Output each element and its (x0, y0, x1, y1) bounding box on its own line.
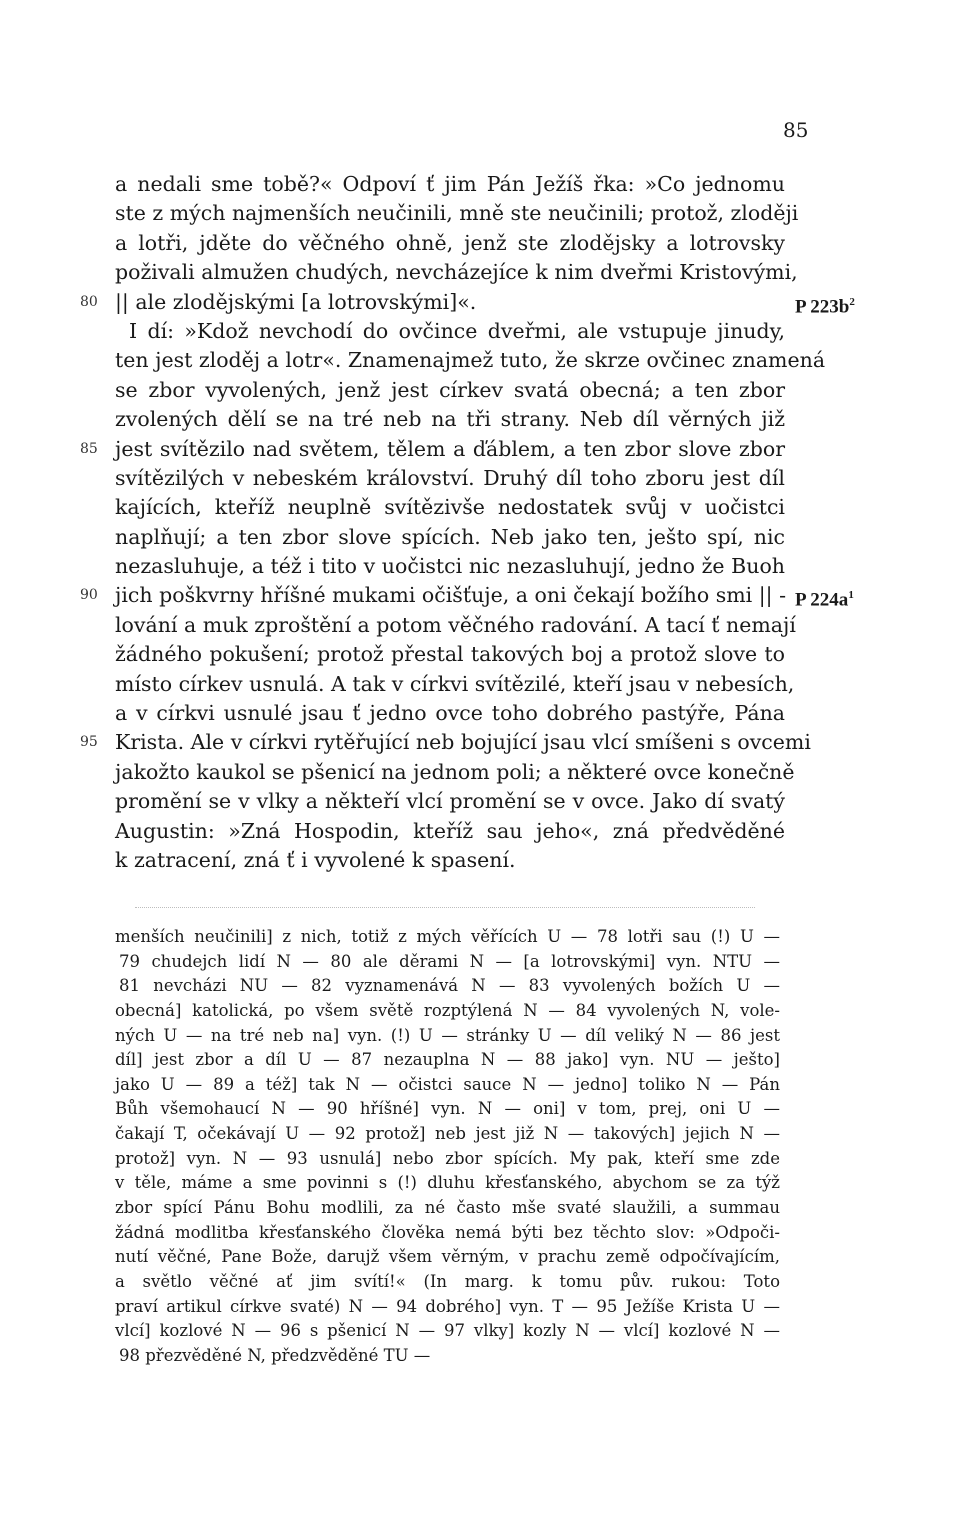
text-line: a nedali sme tobě?« Odpoví ť jim Pán Ježíš řka: »Co jednomu (115, 172, 785, 196)
note-line: Bůh všemohaucí N — 90 hříšné] vyn. N — oni] v tom, prej, oni U — (115, 1099, 780, 1119)
text-line: se zbor vyvolených, jenž jest církev svatá obecná; a ten zbor (115, 377, 785, 402)
note-line: nutí věčné, Pane Bože, darujž všem věrným, v prachu země odpočívajícím, (115, 1247, 780, 1267)
text-line: promění se v vlky a někteří vlcí promění se v ovce. Jako dí svatý (115, 789, 785, 814)
note-line: vlcí] kozlové N — 96 s pšenicí N — 97 vlky] kozly N — vlcí] kozlové N — (115, 1321, 780, 1341)
footnote-divider (135, 907, 755, 908)
margin-reference: P $223b^2$ (795, 295, 855, 317)
text-line: svítězilých v nebeském království. Druhý díl toho zboru jest díl (115, 465, 785, 490)
note-line: jako U — 89 a též] tak N — očistci sauce N — jedno] toliko N — Pán (115, 1074, 780, 1094)
note-line: 81 nevcházi NU — 82 vyznamenává N — 83 vyvolených božích U — (119, 976, 780, 996)
text-line: a lotři, jděte do věčného ohně, jenž ste zlodějsky a lotrovsky (115, 230, 785, 255)
note-line: žádná modlitba křesťanského člověka nemá býti bez těchto slov: »Odpoči- (115, 1222, 780, 1242)
text-line: k zatracení, zná ť i vyvolené k spasení. (115, 847, 516, 872)
text-line: lování a muk zproštění a potom věčného radování. A tací ť nemají (115, 612, 796, 637)
text-line: zvolených dělí se na tré neb na tři strany. Neb díl věrných již (115, 407, 785, 432)
line-number: 95 (80, 734, 98, 751)
line-number: 85 (80, 440, 98, 457)
note-line: 98 přezvěděné N, předzvěděné TU — (119, 1345, 431, 1365)
note-line: čakají T, očekávají U — 92 protož] neb jest již N — takových] jejich N — (115, 1124, 780, 1144)
text-line: I dí: »Kdož nevchodí do ovčince dveřmi, ale vstupuje jinudy, (129, 318, 785, 343)
text-line: naplňují; a ten zbor slove spících. Neb jako ten, ješto spí, nic (115, 524, 785, 549)
text-line: 90 jich poškvrny hříšné mukami očišťuje, a oni čekají božího smi || - P $224a^1$ (115, 581, 785, 610)
line-number: 80 (80, 293, 98, 310)
note-line: v těle, máme a sme povinni s (!) dluhu křesťanského, abychom se za týž (115, 1173, 780, 1193)
note-line: díl] jest zbor a díl U — 87 nezauplna N — 88 jako] vyn. NU — ješto] (115, 1050, 780, 1070)
text-line: 85 jest svítězilo nad světem, tělem a ďáblem, a ten zbor slove zbor (115, 435, 785, 464)
critical-apparatus (115, 925, 780, 1369)
note-line: menších neučinili] z nich, totiž z mých věřících U — 78 lotři sau (!) U — (115, 927, 780, 946)
margin-reference: P $224a^1$ (795, 589, 854, 611)
main-text (80, 170, 855, 875)
text-line: žádného pokušení; protož přestal takových boj a protož slove to (115, 642, 785, 667)
text-line: 95 Krista. Ale v církvi rytěřující neb bojující jsau vlcí smíšeni s ovcemi (115, 728, 785, 757)
text-line: 80 || ale zlodějskými [a lotrovskými]«. P $223b^2$ (115, 288, 785, 317)
text-line: nezasluhuje, a též i tito v uočistci nic nezasluhují, jedno že Buoh (115, 554, 785, 579)
text-line: ten jest zloděj a lotr«. Znamenajmež tuto, že skrze ovčinec znamená (115, 348, 826, 373)
text-line: místo církev usnulá. A tak v církvi svítězilé, kteří jsau v nebesích, (115, 671, 795, 696)
note-line: protož] vyn. N — 93 usnulá] nebo zbor spících. My pak, kteří sme zde (115, 1148, 780, 1168)
note-line: 79 chudejch lidí N — 80 ale děrami N — [a lotrovskými] vyn. NTU — (119, 951, 780, 971)
line-number: 90 (80, 587, 98, 604)
text-line: jakožto kaukol se pšenicí na jednom poli; a některé ovce konečně (115, 759, 795, 784)
note-line: praví artikul církve svaté) N — 94 dobrého] vyn. T — 95 Ježíše Krista U — (115, 1296, 780, 1316)
note-line: obecná] katolická, po všem světě rozptýlená N — 84 vyvolených N, vole- (115, 1000, 780, 1020)
text-line: a v církvi usnulé jsau ť jedno ovce toho dobrého pastýře, Pána (115, 701, 785, 726)
text-line: ste z mých najmenších neučinili, mně ste neučinili; protož, zloději (115, 201, 799, 226)
text-line: Augustin: »Zná Hospodin, kteříž sau jeho«, zná předvěděné (115, 818, 785, 843)
page-number: 85 (783, 118, 809, 142)
note-line: ných U — na tré neb na] vyn. (!) U — stránky U — díl veliký N — 86 jest (115, 1025, 780, 1045)
text-line: poživali almužen chudých, nevcházejíce k nim dveřmi Kristovými, (115, 260, 798, 285)
note-line: a světlo věčné ať jim svítí!« (In marg. k tomu pův. rukou: Toto (115, 1271, 780, 1291)
text-line: kajících, kteříž neuplně svítězivše nedostatek svůj v uočistci (115, 495, 785, 520)
note-line: zbor spící Pánu Bohu modlili, za né často mše svaté slaužili, a summau (115, 1198, 780, 1218)
